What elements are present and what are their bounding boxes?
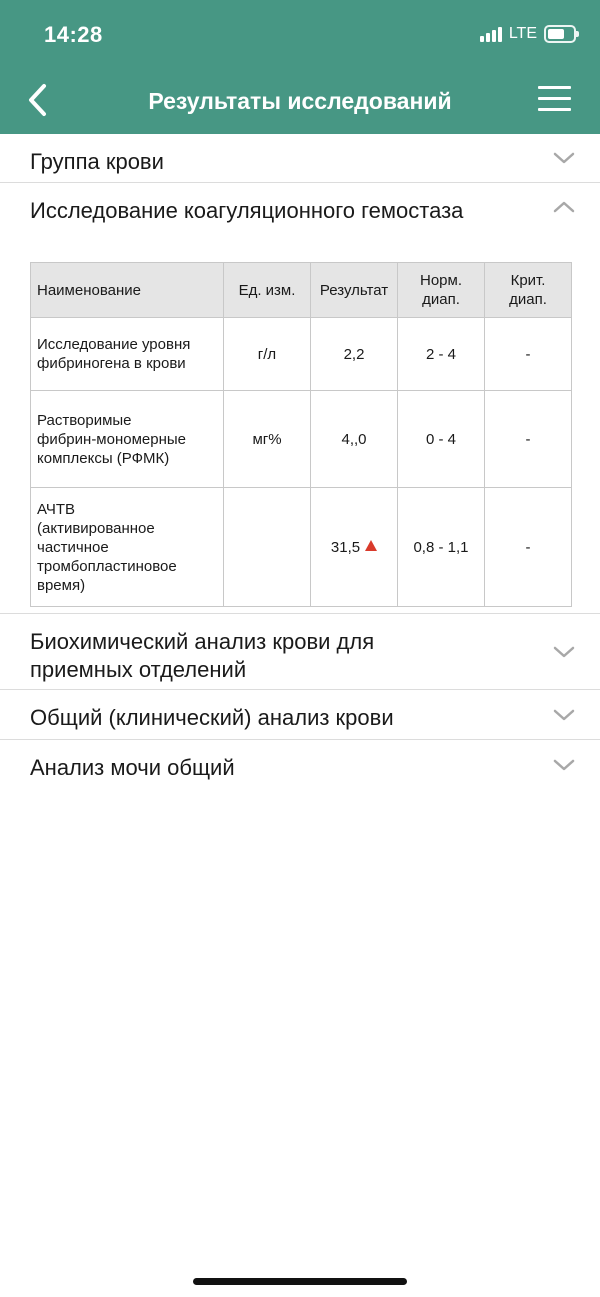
table-row [31, 488, 572, 607]
chevron-down-icon[interactable] [552, 644, 576, 660]
column-header-unit: Ед. изм. [224, 263, 311, 318]
menu-button[interactable] [538, 86, 572, 116]
section-title: Анализ мочи общий [30, 755, 235, 780]
network-type: LTE [508, 25, 537, 42]
chevron-down-icon[interactable] [552, 150, 576, 166]
test-name: Растворимые фибрин-мономерные комплексы (РФМК) [31, 391, 224, 488]
section-title: Группа крови [30, 149, 164, 174]
battery-icon [544, 25, 576, 43]
home-indicator[interactable] [193, 1278, 407, 1285]
table-header-row [31, 263, 572, 318]
section-title[interactable]: Исследование коагуляционного гемостаза [30, 198, 464, 223]
status-indicators [480, 25, 576, 43]
test-result [311, 488, 398, 607]
section-general-blood[interactable] [0, 690, 600, 740]
test-name: АЧТВ (активированное частичное тромбопластиновое время) [31, 488, 224, 607]
table-row [31, 391, 572, 488]
column-header-name: Наименование [31, 263, 224, 318]
table-row [31, 318, 572, 391]
result-value: 31,5 [330, 538, 361, 556]
chevron-up-icon[interactable] [552, 199, 576, 215]
column-header-result: Результат [311, 263, 398, 318]
test-unit: мг% [224, 391, 311, 488]
test-unit [224, 488, 311, 607]
test-unit: г/л [224, 318, 311, 391]
hamburger-menu-icon [538, 86, 571, 89]
column-header-norm: Норм. диап. [398, 263, 485, 318]
test-crit-range: - [485, 488, 572, 607]
section-title: Биохимический анализ крови для приемных отделений [30, 629, 375, 682]
status-time: 14:28 [44, 22, 103, 47]
warning-triangle-icon [365, 540, 377, 551]
cellular-signal-icon [480, 26, 502, 42]
test-crit-range: - [485, 318, 572, 391]
test-norm-range: 0,8 - 1,1 [398, 488, 485, 607]
page-title: Результаты исследований [148, 88, 452, 114]
test-norm-range: 2 - 4 [398, 318, 485, 391]
chevron-down-icon[interactable] [552, 707, 576, 723]
test-result: 4,,0 [311, 391, 398, 488]
app-header [0, 0, 600, 134]
test-name: Исследование уровня фибриногена в крови [31, 318, 224, 391]
test-norm-range: 0 - 4 [398, 391, 485, 488]
chevron-down-icon[interactable] [552, 757, 576, 773]
column-header-crit: Крит. диап. [485, 263, 572, 318]
section-title: Общий (клинический) анализ крови [30, 705, 394, 730]
test-result: 2,2 [311, 318, 398, 391]
results-table [30, 262, 571, 607]
section-urine[interactable] [0, 740, 600, 789]
section-biochemistry[interactable] [0, 614, 600, 690]
section-blood-group[interactable] [0, 134, 600, 183]
test-crit-range: - [485, 391, 572, 488]
